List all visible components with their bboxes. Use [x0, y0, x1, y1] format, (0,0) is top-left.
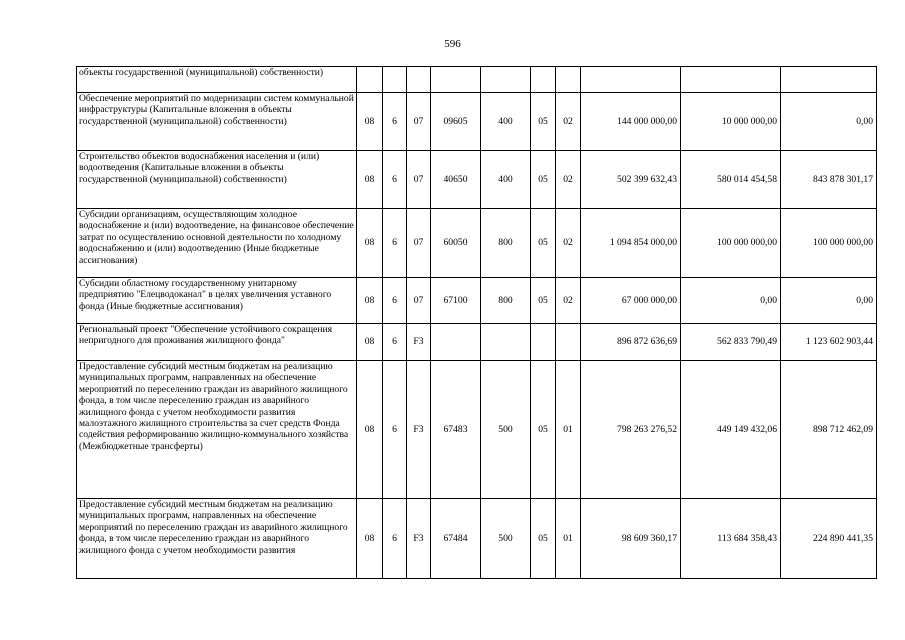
- page-number: 596: [444, 38, 461, 50]
- amount-cell-2: 449 149 432,06: [681, 361, 781, 499]
- code-cell-3: F3: [407, 499, 431, 579]
- code-cell-5: [481, 67, 531, 93]
- table-row: [77, 209, 877, 278]
- code-cell-2: 6: [383, 324, 407, 361]
- table-row: [77, 67, 877, 93]
- row-name-cell: Предоставление субсидий местным бюджетам на реализацию муниципальных программ, направленных на обеспечение мероприятий по переселению граждан из аварийного жилищного фонда, в том числе переселению граждан из аварийного жилищного фонда с учетом необходимости развития: [77, 499, 357, 579]
- table-row: [77, 361, 877, 499]
- budget-table: [76, 66, 877, 579]
- code-cell-5: 400: [481, 151, 531, 209]
- amount-cell-2: 100 000 000,00: [681, 209, 781, 278]
- code-cell-4: 40650: [431, 151, 481, 209]
- code-cell-2: 6: [383, 93, 407, 151]
- code-cell-7: [556, 324, 581, 361]
- code-cell-7: 02: [556, 278, 581, 324]
- code-cell-4: 60050: [431, 209, 481, 278]
- amount-cell-1: 1 094 854 000,00: [581, 209, 681, 278]
- code-cell-3: 07: [407, 93, 431, 151]
- code-cell-3: 07: [407, 278, 431, 324]
- amount-cell-2: [681, 67, 781, 93]
- code-cell-6: 05: [531, 361, 556, 499]
- amount-cell-1: 98 609 360,17: [581, 499, 681, 579]
- code-cell-1: 08: [357, 324, 383, 361]
- code-cell-2: [383, 67, 407, 93]
- amount-cell-2: 0,00: [681, 278, 781, 324]
- table-row: [77, 93, 877, 151]
- code-cell-7: [556, 67, 581, 93]
- code-cell-1: 08: [357, 361, 383, 499]
- amount-cell-1: 798 263 276,52: [581, 361, 681, 499]
- amount-cell-3: 0,00: [781, 278, 877, 324]
- code-cell-1: 08: [357, 209, 383, 278]
- amount-cell-2: 10 000 000,00: [681, 93, 781, 151]
- code-cell-5: [481, 324, 531, 361]
- code-cell-1: 08: [357, 151, 383, 209]
- row-name-cell: Обеспечение мероприятий по модернизации систем коммунальной инфраструктуры (Капитальные вложения в объекты государственной (муниципальной) собственности): [77, 93, 357, 151]
- row-name-cell: Субсидии организациям, осуществляющим холодное водоснабжение и (или) водоотведение, на финансовое обеспечение затрат по осуществлению основной деятельности по холодному водоснабжению и (или) водоотведению (Иные бюджетные ассигнования): [77, 209, 357, 278]
- table-row: [77, 278, 877, 324]
- amount-cell-2: 580 014 454,58: [681, 151, 781, 209]
- code-cell-4: 67100: [431, 278, 481, 324]
- code-cell-3: [407, 67, 431, 93]
- amount-cell-3: 843 878 301,17: [781, 151, 877, 209]
- table-row: [77, 151, 877, 209]
- code-cell-2: 6: [383, 151, 407, 209]
- amount-cell-3: [781, 67, 877, 93]
- code-cell-2: 6: [383, 361, 407, 499]
- amount-cell-3: 100 000 000,00: [781, 209, 877, 278]
- code-cell-5: 800: [481, 209, 531, 278]
- code-cell-5: 800: [481, 278, 531, 324]
- amount-cell-1: 67 000 000,00: [581, 278, 681, 324]
- row-name-cell: Субсидии областному государственному унитарному предприятию "Елецводоканал" в целях увеличения уставного фонда (Иные бюджетные ассигнования): [77, 278, 357, 324]
- code-cell-4: 67484: [431, 499, 481, 579]
- code-cell-1: 08: [357, 93, 383, 151]
- code-cell-4: 09605: [431, 93, 481, 151]
- row-name-cell: Предоставление субсидий местным бюджетам на реализацию муниципальных программ, направленных на обеспечение мероприятий по переселению граждан из аварийного жилищного фонда, в том числе переселению граждан из аварийного жилищного фонда с учетом необходимости развития малоэтажного жилищного строительства за счет средств Фонда содействия реформированию жилищно-коммунального хозяйства (Межбюджетные трансферты): [77, 361, 357, 499]
- code-cell-7: 02: [556, 151, 581, 209]
- table-row: [77, 324, 877, 361]
- amount-cell-3: 898 712 462,09: [781, 361, 877, 499]
- code-cell-3: F3: [407, 361, 431, 499]
- code-cell-3: F3: [407, 324, 431, 361]
- code-cell-7: 02: [556, 209, 581, 278]
- code-cell-6: 05: [531, 499, 556, 579]
- code-cell-7: 02: [556, 93, 581, 151]
- code-cell-6: [531, 324, 556, 361]
- code-cell-7: 01: [556, 361, 581, 499]
- code-cell-1: [357, 67, 383, 93]
- amount-cell-2: 562 833 790,49: [681, 324, 781, 361]
- code-cell-1: 08: [357, 278, 383, 324]
- code-cell-6: [531, 67, 556, 93]
- code-cell-4: [431, 324, 481, 361]
- code-cell-1: 08: [357, 499, 383, 579]
- amount-cell-1: 502 399 632,43: [581, 151, 681, 209]
- amount-cell-3: 0,00: [781, 93, 877, 151]
- code-cell-6: 05: [531, 151, 556, 209]
- amount-cell-3: 1 123 602 903,44: [781, 324, 877, 361]
- amount-cell-1: [581, 67, 681, 93]
- code-cell-6: 05: [531, 278, 556, 324]
- amount-cell-1: 896 872 636,69: [581, 324, 681, 361]
- code-cell-3: 07: [407, 151, 431, 209]
- code-cell-6: 05: [531, 209, 556, 278]
- row-name-cell: объекты государственной (муниципальной) собственности): [77, 67, 357, 93]
- code-cell-4: 67483: [431, 361, 481, 499]
- code-cell-5: 500: [481, 499, 531, 579]
- code-cell-3: 07: [407, 209, 431, 278]
- code-cell-6: 05: [531, 93, 556, 151]
- code-cell-2: 6: [383, 278, 407, 324]
- amount-cell-2: 113 684 358,43: [681, 499, 781, 579]
- amount-cell-1: 144 000 000,00: [581, 93, 681, 151]
- code-cell-7: 01: [556, 499, 581, 579]
- code-cell-4: [431, 67, 481, 93]
- code-cell-5: 500: [481, 361, 531, 499]
- row-name-cell: Строительство объектов водоснабжения населения и (или) водоотведения (Капитальные вложения в объекты государственной (муниципальной) собственности): [77, 151, 357, 209]
- table-row: [77, 499, 877, 579]
- code-cell-5: 400: [481, 93, 531, 151]
- code-cell-2: 6: [383, 499, 407, 579]
- code-cell-2: 6: [383, 209, 407, 278]
- amount-cell-3: 224 890 441,35: [781, 499, 877, 579]
- row-name-cell: Региональный проект "Обеспечение устойчивого сокращения непригодного для проживания жилищного фонда": [77, 324, 357, 361]
